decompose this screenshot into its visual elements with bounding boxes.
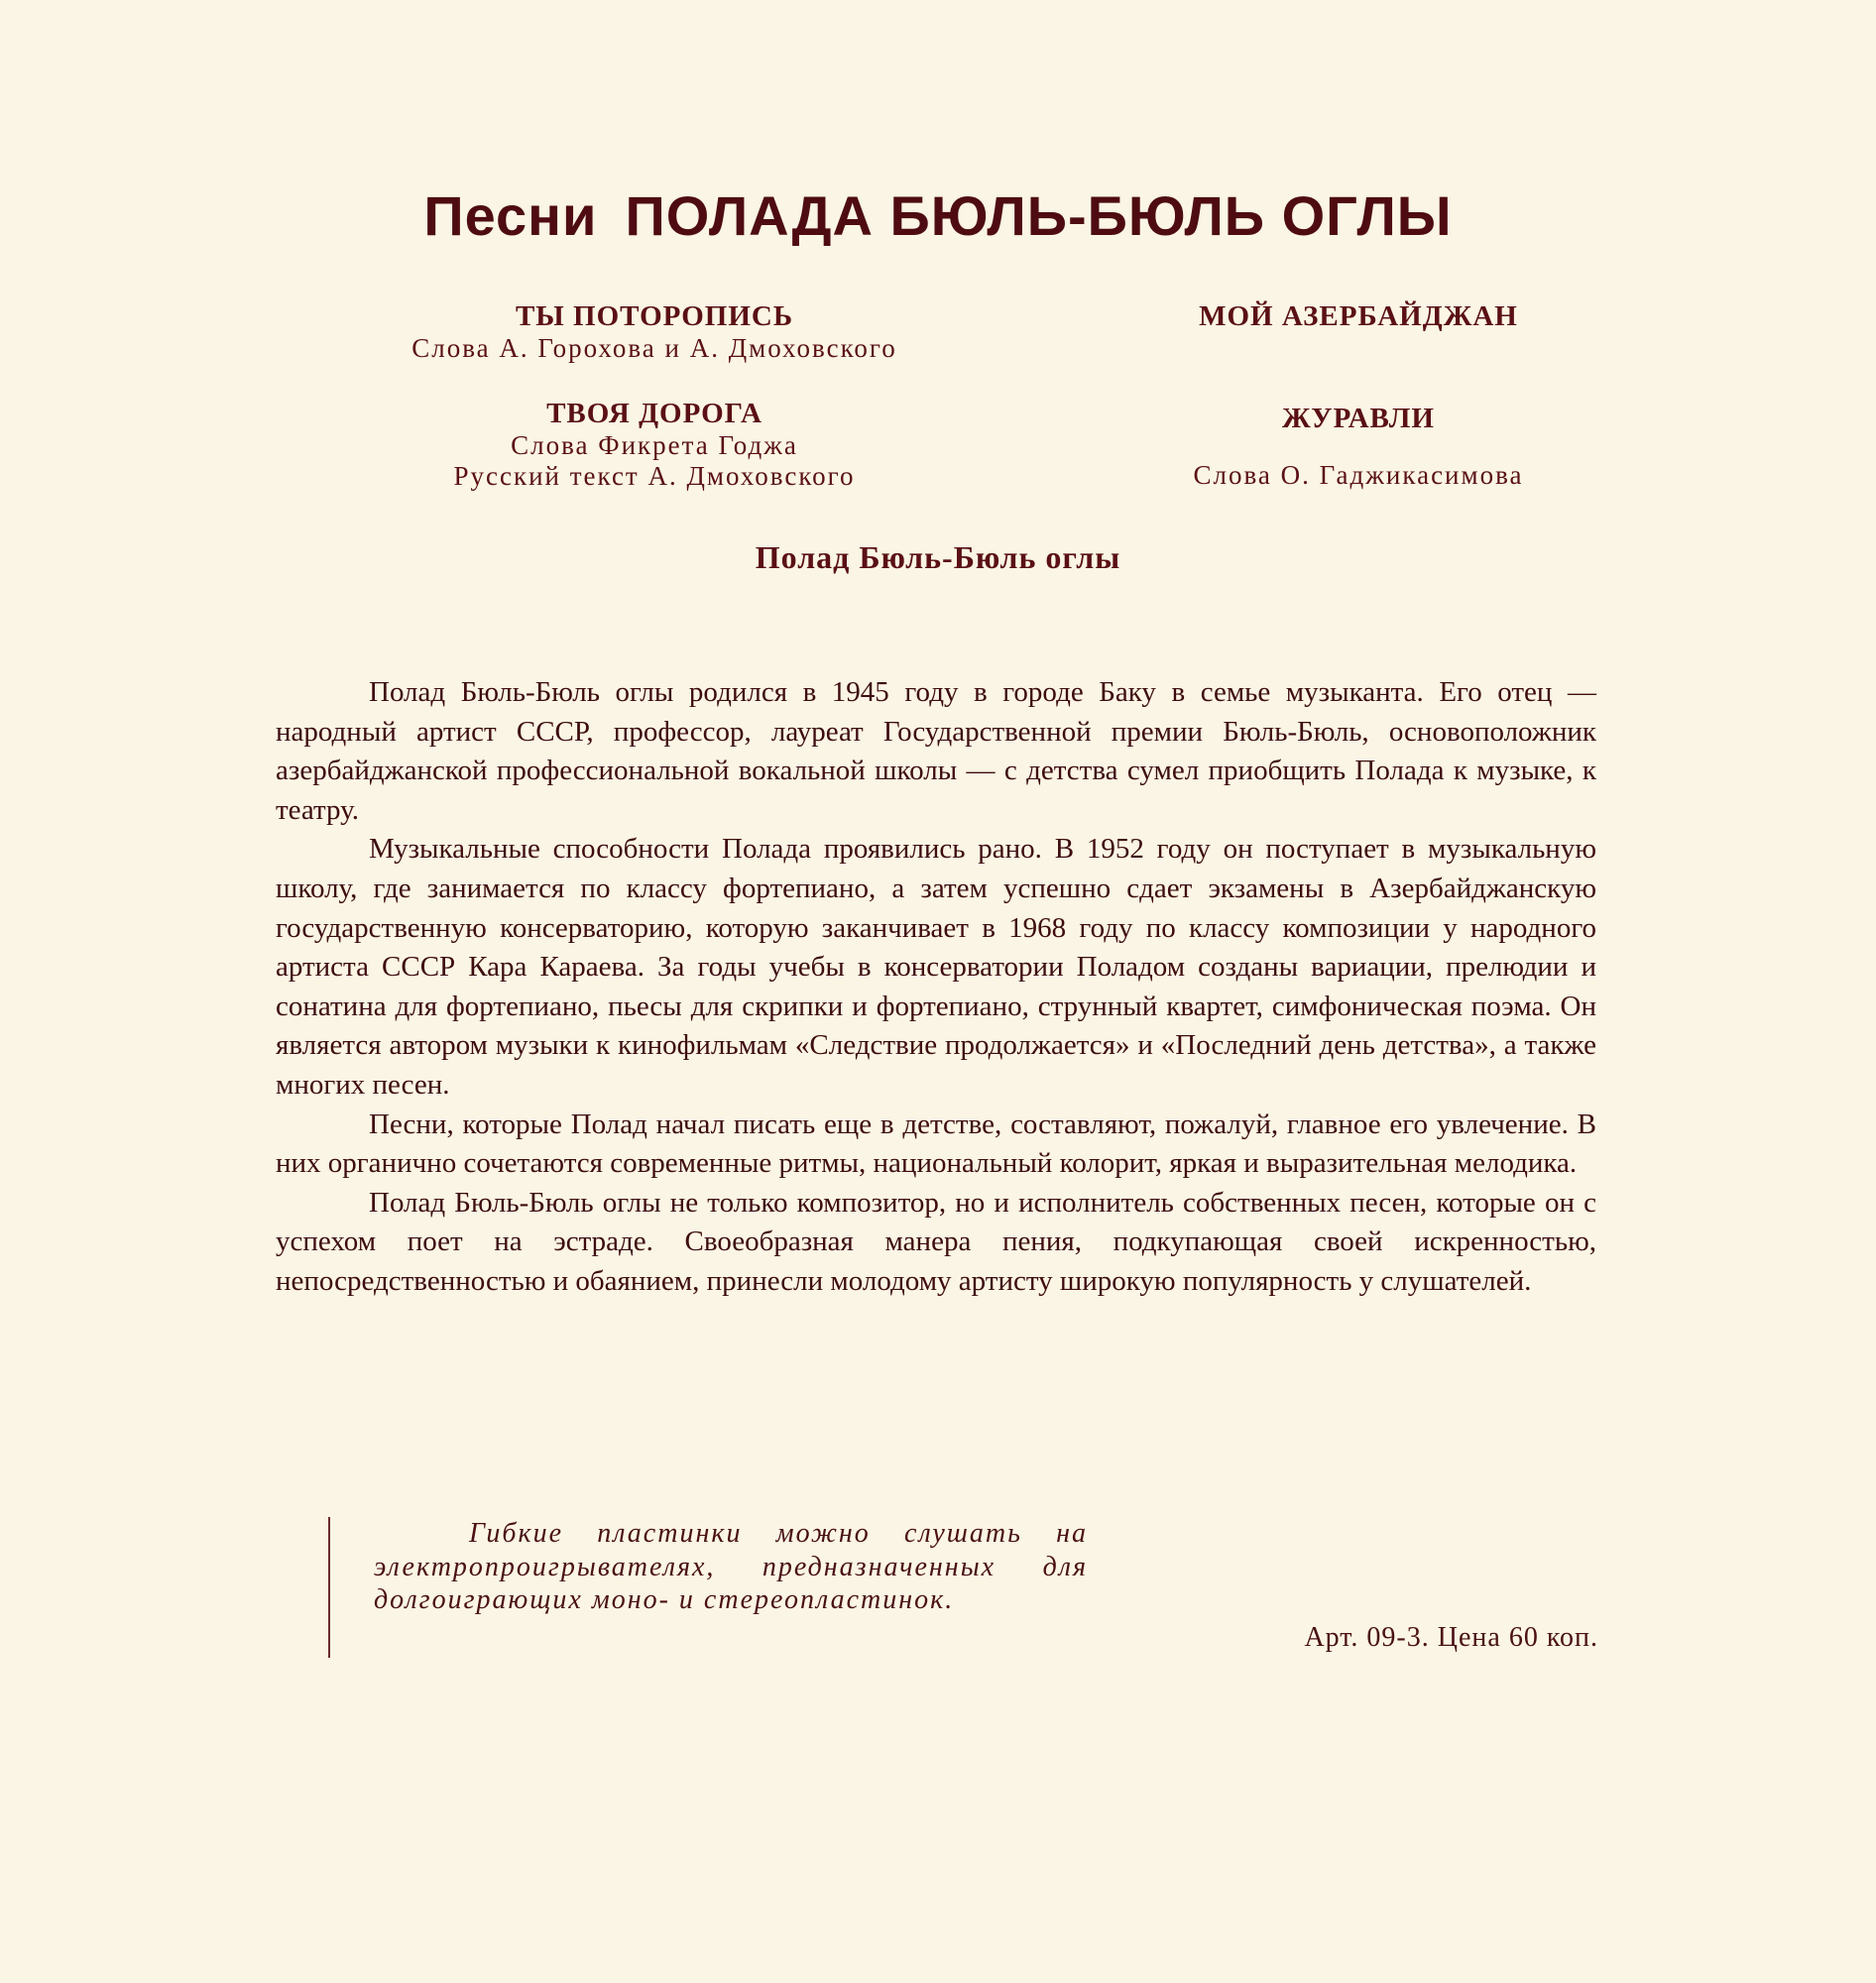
- title-lead: Песни: [423, 184, 598, 247]
- notice-text: Гибкие пластинки можно слушать на электропроигрывателях, предназначенных для долгоиграющих моно- и стереопластинок.: [374, 1518, 1088, 1615]
- biography-text: [276, 673, 1596, 1302]
- song-block-2: [337, 397, 972, 492]
- page-title: [0, 183, 1876, 248]
- song-block-4: [1081, 402, 1636, 491]
- song-title: МОЙ АЗЕРБАЙДЖАН: [1199, 300, 1518, 332]
- song-block-1: [337, 299, 972, 364]
- paragraph: Полад Бюль-Бюль оглы не только композитор, но и исполнитель собственных песен, которые он с успехом поет на эстраде. Своеобразная манера пения, подкупающая своей искренностью, непосредственностью и обаянием, принесли молодому артисту широкую популярность у слушателей.: [276, 1186, 1596, 1297]
- paragraph: Музыкальные способности Полада проявились рано. В 1952 году он поступает в музыкальную школу, где занимается по классу фортепиано, а затем успешно сдает экзамены в Азербайджанскую государственную консерваторию, которую заканчивает в 1968 году по классу композиции у народного артиста СССР Кара Караева. За годы учебы в консерватории Поладом созданы вариации, прелюдии и сонатина для фортепиано, пьесы для скрипки и фортепиано, струнный квартет, симфоническая поэма. Он является автором музыки к кинофильмам «Следствие продолжается» и «Последний день детства», а также многих песен.: [276, 833, 1596, 1101]
- song-title: ЖУРАВЛИ: [1282, 403, 1435, 434]
- song-title: ТЫ ПОТОРОПИСЬ: [515, 300, 794, 332]
- song-credit: Слова Фикрета Годжа: [511, 430, 798, 460]
- price-label: Арт. 09-3. Цена 60 коп.: [1304, 1622, 1598, 1653]
- paragraph: Песни, которые Полад начал писать еще в детстве, составляют, пожалуй, главное его увлечение. В них органично сочетаются современные ритмы, национальный колорит, яркая и выразительная мелодика.: [276, 1108, 1596, 1180]
- song-block-3: [1081, 299, 1636, 333]
- song-title: ТВОЯ ДОРОГА: [546, 398, 762, 429]
- title-main: ПОЛАДА БЮЛЬ-БЮЛЬ ОГЛЫ: [625, 184, 1453, 247]
- song-credit: Русский текст А. Дмоховского: [453, 461, 856, 491]
- section-title: Полад Бюль-Бюль оглы: [755, 539, 1121, 575]
- song-credit: Слова А. Горохова и А. Дмоховского: [411, 333, 897, 363]
- song-credit: Слова О. Гаджикасимова: [1193, 460, 1524, 490]
- paragraph: Полад Бюль-Бюль оглы родился в 1945 году в городе Баку в семье музыканта. Его отец — народный артист СССР, профессор, лауреат Государственной премии Бюль-Бюль, основоположник азербайджанской профессиональной вокальной школы — с детства сумел приобщить Полада к музыке, к театру.: [276, 676, 1596, 826]
- playback-notice: [328, 1517, 1088, 1658]
